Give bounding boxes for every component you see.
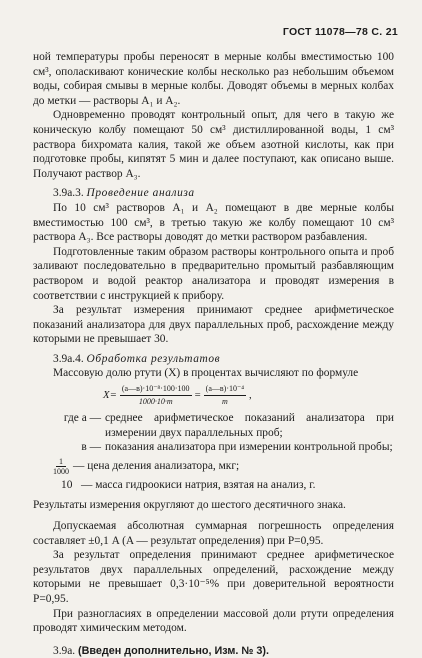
definition-v [33,440,394,455]
formula-equals: = [194,389,201,402]
definition-fraction [53,457,69,476]
formula-fraction-2 [204,384,246,407]
section-heading-processing [33,352,394,367]
formula-denominator-2: m [221,397,228,407]
paragraph-rounding: Результаты измерения округляют до шестого десятичного знака. [33,499,346,512]
paragraph-solutions: По 10 см³ растворов A₁ и A₂ помещают в две мерные колбы вместимостью 100 см³, в третью такую же колбу помещают 10 см³ раствора A₃. Все растворы доводят до метки раствором разбавления. [33,201,394,244]
paragraph-formula-intro: Массовую долю ртути (X) в процентах вычисляют по формуле [53,367,359,380]
section-heading-analysis [33,186,394,201]
formula-fraction-1 [120,384,192,407]
formula-numerator-2: (a—в)·10⁻⁴ [204,384,246,396]
definition-mass [61,478,394,493]
formula-denominator-1: 1000·10·m [138,397,173,407]
section-number: 3.9а.3. [53,187,84,200]
definition-text: показания анализатора при измерении контрольной пробы; [105,441,393,454]
fraction-denominator: 1000 [53,466,69,476]
paragraph-continuation: ной температуры пробы переносят в мерные колбы вместимостью 100 см³, ополаскивают конические колбы несколько раз небольшим объемом воды, собирая смывы в мерные колбы. Доводят объемы в мерных колбах до метки — растворы A₁ и A₂. [33,51,394,107]
definition-a [33,411,394,440]
paragraph-disagreement: При разногласиях в определении массовой доли ртути определения проводят химическим методом. [33,607,394,635]
definition-label: где a — [63,412,101,425]
formula-end: , [249,389,252,402]
definition-text: — масса гидроокиси натрия, взятая на анализ, г. [81,478,316,491]
page-header: ГОСТ 11078—78 С. 21 [282,26,398,38]
formula-numerator-1: (a—в)·10⁻⁸·100·100 [120,384,192,396]
definition-label: 10 [61,478,73,491]
section-title: Обработка результатов [86,352,221,365]
definition-text: — цена деления анализатора, мкг; [73,460,240,473]
document-body [33,50,394,658]
amendment-note [33,644,394,658]
paragraph-result-criteria: За результат измерения принимают среднее арифметическое показаний анализатора для двух параллельных проб, расхождение между которыми не превышает 30. [33,304,394,346]
section-number: 3.9а.4. [53,352,84,365]
paragraph-measurement: Подготовленные таким образом растворы контрольного опыта и проб заливают последовательно в предварительно промытый разбавляющим раствором и водой реактор анализатора и проводят измерения в соответствии с инструкцией к прибору. [33,245,394,302]
fraction-numerator: 1 [56,457,66,467]
section-title: Проведение анализа [86,187,195,200]
paragraph-error: Допускаемая абсолютная суммарная погрешность определения составляет ±0,1 A (A — результат определения) при P=0,95. [33,520,394,547]
formula-definitions [33,411,394,492]
mass-fraction-formula [103,384,394,407]
amendment-number: 3.9а. [53,644,76,657]
paragraph-final-result: За результат определения принимают среднее арифметическое результатов двух параллельных определений, расхождение между которыми не превышает 0,3·10⁻⁵% при доверительной вероятности P=0,95. [33,549,394,605]
amendment-text: (Введен дополнительно, Изм. № 3). [78,644,269,657]
definition-text: среднее арифметическое показаний анализатора при измерении двух параллельных проб; [105,412,394,439]
definition-division [53,457,394,476]
formula-lhs: X= [103,389,117,402]
definition-label: в — [81,441,101,454]
paragraph-control-experiment: Одновременно проводят контрольный опыт, для чего в такую же коническую колбу помещают 50 см³ дистиллированной воды, 1 см³ раствора бихромата калия, такой же объем азотной кислоты, как при подготовке пробы, кипятят 5 мин и далее поступают, как описано выше. Получают раствор A₃. [33,109,394,180]
